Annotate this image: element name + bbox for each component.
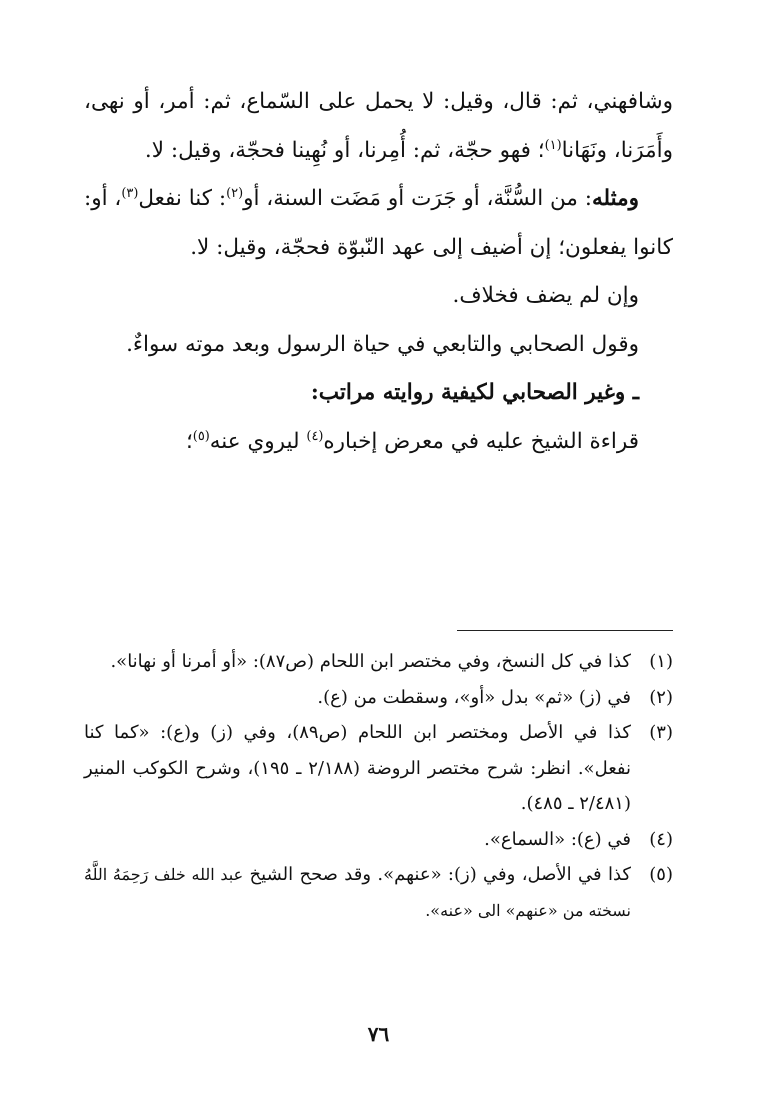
footnote-3 — [84, 715, 673, 822]
footnote-divider — [457, 630, 673, 631]
footnotes — [84, 644, 673, 928]
footnote-number: (٥) — [649, 864, 673, 885]
footnote-4 — [84, 822, 673, 858]
page-number: ٧٦ — [367, 1022, 390, 1046]
paragraph-5-text-b: ليروي عنه — [209, 428, 307, 454]
footnote-text-main: كذا في الأصل، وفي (ز): «عنهم». وقد صحح الشيخ — [249, 864, 631, 885]
footnote-number: (٢) — [649, 686, 673, 708]
paragraph-2-lead: ومثله — [591, 186, 640, 211]
footnote-text: في (ز) «ثم» بدل «أو»، وسقطت من (ع). — [317, 686, 631, 708]
section-heading: ـ وغير الصحابي لكيفية روايته مراتب: — [310, 380, 639, 405]
paragraph-1 — [84, 78, 673, 175]
paragraph-1-text-a: وشافهني، ثم: قال، وقيل: لا يحمل على السّماع، ثم: أمر، أو نهى، وأَمَرَنا، ونَهَانا — [84, 89, 673, 163]
footnote-text — [84, 857, 631, 928]
footnote-number: (١) — [649, 651, 673, 672]
footnote-5 — [84, 857, 673, 928]
footnote-number: (٣) — [649, 722, 673, 743]
main-text — [84, 78, 673, 466]
paragraph-3: وإن لم يضف فخلاف. — [452, 283, 639, 308]
footnote-2 — [84, 680, 673, 716]
footnote-text: كذا في كل النسخ، وفي مختصر ابن اللحام (ص٨٧): «أو أمرنا أو نهانا». — [110, 651, 631, 672]
footnote-ref-2[interactable]: (٢) — [226, 185, 244, 201]
paragraph-2-text-c: ، أو: كانوا يفعلون؛ إن أضيف إلى عهد النّبوّة فحجّة، وقيل: لا. — [84, 186, 673, 260]
paragraph-5-text-c: ؛ — [185, 428, 193, 454]
paragraph-4: وقول الصحابي والتابعي في حياة الرسول وبعد موته سواءٌ. — [126, 331, 639, 357]
paragraph-5 — [84, 418, 673, 467]
paragraph-2-text-b: : كنا نفعل — [138, 186, 227, 211]
footnote-ref-5[interactable]: (٥) — [192, 428, 210, 444]
footnote-text: في (ع): «السماع». — [484, 828, 631, 850]
footnote-ref-1[interactable]: (١) — [544, 137, 562, 153]
paragraph-5-text-a: قراءة الشيخ عليه في معرض إخباره — [323, 428, 639, 454]
footnote-ref-4[interactable]: (٤) — [306, 428, 324, 444]
paragraph-1-text-b: ؛ فهو حجّة، ثم: أُمِرنا، أو نُهِينا فحجّة، وقيل: لا. — [144, 137, 545, 163]
paragraph-2-text-a: : من السُّنَّة، أو جَرَت أو مَضَت السنة، أو — [243, 186, 592, 211]
footnote-1 — [84, 644, 673, 680]
footnote-ref-3[interactable]: (٣) — [121, 185, 139, 201]
footnote-text: كذا في الأصل ومختصر ابن اللحام (ص٨٩)، وفي (ز) و(ع): «كما كنا نفعل». انظر: شرح مختصر الروضة (٢/١٨٨ ـ ١٩٥)، وشرح الكوكب المنير (٢/٤٨١ ـ ٤٨٥). — [84, 722, 632, 814]
footnote-number: (٤) — [649, 828, 673, 850]
paragraph-2 — [84, 175, 673, 272]
footnote-text-tail: عبد الله خلف رَحِمَهُ اللَّهُ نسخته من «عنهم» الى «عنه». — [84, 865, 631, 920]
